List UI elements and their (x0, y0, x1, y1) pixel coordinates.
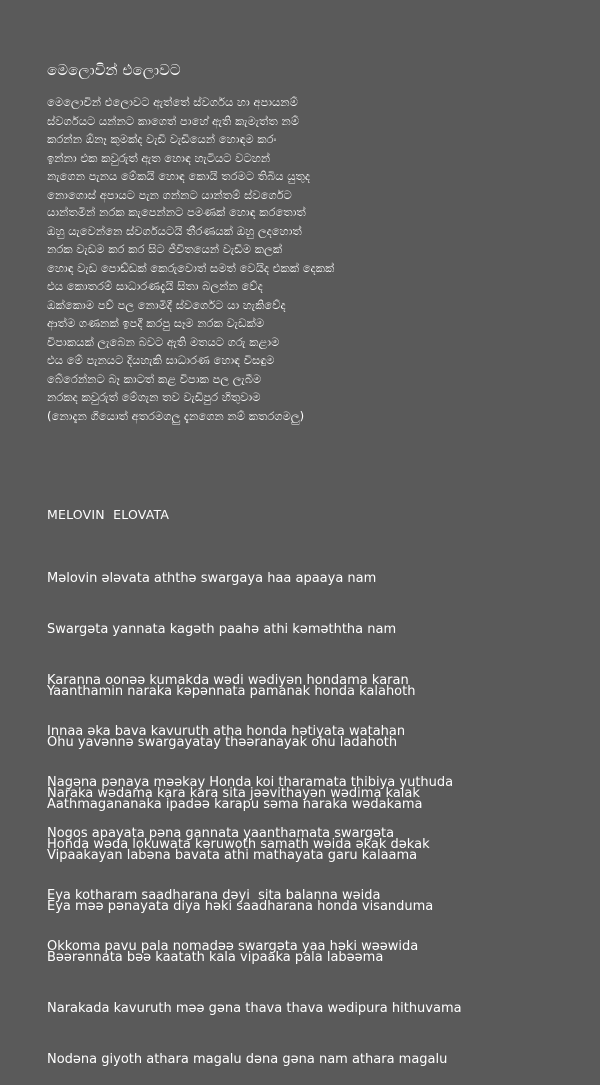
lyric-line: Honda wəda lokuwata kəruwoth samath wəida əkak dəkak (47, 837, 430, 852)
lyric-line: Naraka wədama kara kara sita jəəvithayən wədima kalak (47, 786, 420, 801)
lyric-line: Eya məə pənayata diya həki saadharana honda visanduma (47, 899, 434, 914)
lyric-line: නරකද කවුරුත් මේගැන තව වැඩිපුර හිතුවාම (47, 390, 261, 405)
lyric-line: නැගෙන පැනය මේකයි හොඳ කොයි තරමට තිබිය යුතුද (47, 169, 310, 184)
lyric-line: Swargəta yannata kagəth paahə athi kəməththa nam (47, 622, 397, 637)
lyric-line: විපාකයක් ලැබෙන බවට ඇති මතයට ගරු කළාම (47, 334, 280, 349)
lyric-line: ස්වර්ගයට යන්නට කාගෙත් පාහේ ඇති කැමැත්ත නම් (47, 113, 299, 128)
lyric-line: Innaa əka bava kavuruth atha honda hətiyata watahan (47, 724, 406, 739)
lyric-line: Vipaakayan labəna bavata athi mathayata garu kalaama (47, 848, 418, 863)
english-song-title: MELOVIN ELOVATA (47, 507, 170, 522)
lyric-line: (නොදැන ගියොත් අතරමගලු දැනගෙන නම් කතරගමලු) (47, 408, 305, 423)
lyric-line: ඉන්නා එක කවුරුත් ඇත හොඳ හැටියට වටහන් (47, 150, 271, 165)
lyric-line: ආත්ම ගණනක් ඉපදී කරපු සෑම නරක වැඩක්ම (47, 316, 265, 330)
lyric-line: එය මේ පැනයට දියහැකි සාධාරණ හොඳ විසඳුම (47, 353, 275, 368)
lyric-line: ඔහු යැවෙන්නෙ ස්වර්ගයටයි තීරණයක් ඔහු ලදහොත් (47, 223, 302, 238)
lyric-line: Yaanthamin naraka kəpənnata pamanak honda kalahoth (47, 684, 416, 699)
lyric-line: Bəərənnata bəə kaatath kala vipaaka pala labəəma (47, 950, 384, 965)
lyric-line: Narakada kavuruth məə gəna thava thava wədipura hithuvama (47, 1001, 462, 1016)
lyric-line: Nogos apayata pəna gannata yaanthamata swargəta (47, 826, 395, 841)
lyric-line: නොගොස් අපායට පැන ගන්නට යාන්තම් ස්වර්ගෙට (47, 187, 292, 202)
lyric-line: ඔක්කොම පව් පල නොමිදී ස්වර්ගෙට යා හැකිවේද (47, 297, 286, 312)
lyric-line: හොඳ වැඩ පොඩ්ඩක් කෙරුවොත් සමත් වෙයිද එකක් දෙකක් (47, 260, 335, 275)
lyric-line: Məlovin ələvata aththə swargaya haa apaaya nam (47, 571, 377, 586)
lyric-line: Nagəna pənaya məəkay Honda koi tharamata thibiya yuthuda (47, 775, 454, 790)
lyric-line: මෙලොවින් එලොවට ඇත්තේ ස්වර්ගය හා අපායනම් (47, 95, 298, 109)
lyric-line: Okkoma pavu pala nomadəə swargəta yaa həki wəəwida (47, 939, 419, 954)
sinhala-verse-1 (47, 93, 310, 205)
lyric-line: කරන්න ඕනෑ කුමක්ද වැඩි වැඩියෙන් හොඳම කරං (47, 132, 277, 147)
sinhala-song-title: මෙලොවින් එලොවට (47, 61, 181, 79)
lyric-line: Nodəna giyoth athara magalu dəna gəna nam athara magalu (47, 1052, 448, 1067)
lyric-line: Karanna oonəə kumakda wədi wədiyən hondama karan (47, 673, 409, 688)
lyric-line: Ohu yavənnə swargayatay thəəranayak ohu ladahoth (47, 735, 398, 750)
lyric-line: Aathmagananaka ipadəə karapu səma naraka wədakama (47, 797, 423, 812)
lyric-line: යාන්තමින් නරක කැපෙන්නට පමණක් හොඳ කරතොත් (47, 205, 306, 219)
sinhala-verse-3 (47, 314, 304, 426)
lyric-line: එය කොතරම් සාධාරණදැයි සිතා බලන්න වේද (47, 279, 263, 294)
lyric-line: බේරෙන්නට බෑ කාටත් කළ විපාක පල ලැබීම (47, 371, 262, 386)
lyric-line: Eya kotharam saadharana dəyi sita balanna wəida (47, 888, 381, 903)
english-verse-3 (47, 762, 462, 1085)
sinhala-verse-2 (47, 203, 334, 315)
lyric-line: නරක වැඩම කර කර සිට ජීවිතයෙන් වැඩිම කලක් (47, 242, 283, 257)
